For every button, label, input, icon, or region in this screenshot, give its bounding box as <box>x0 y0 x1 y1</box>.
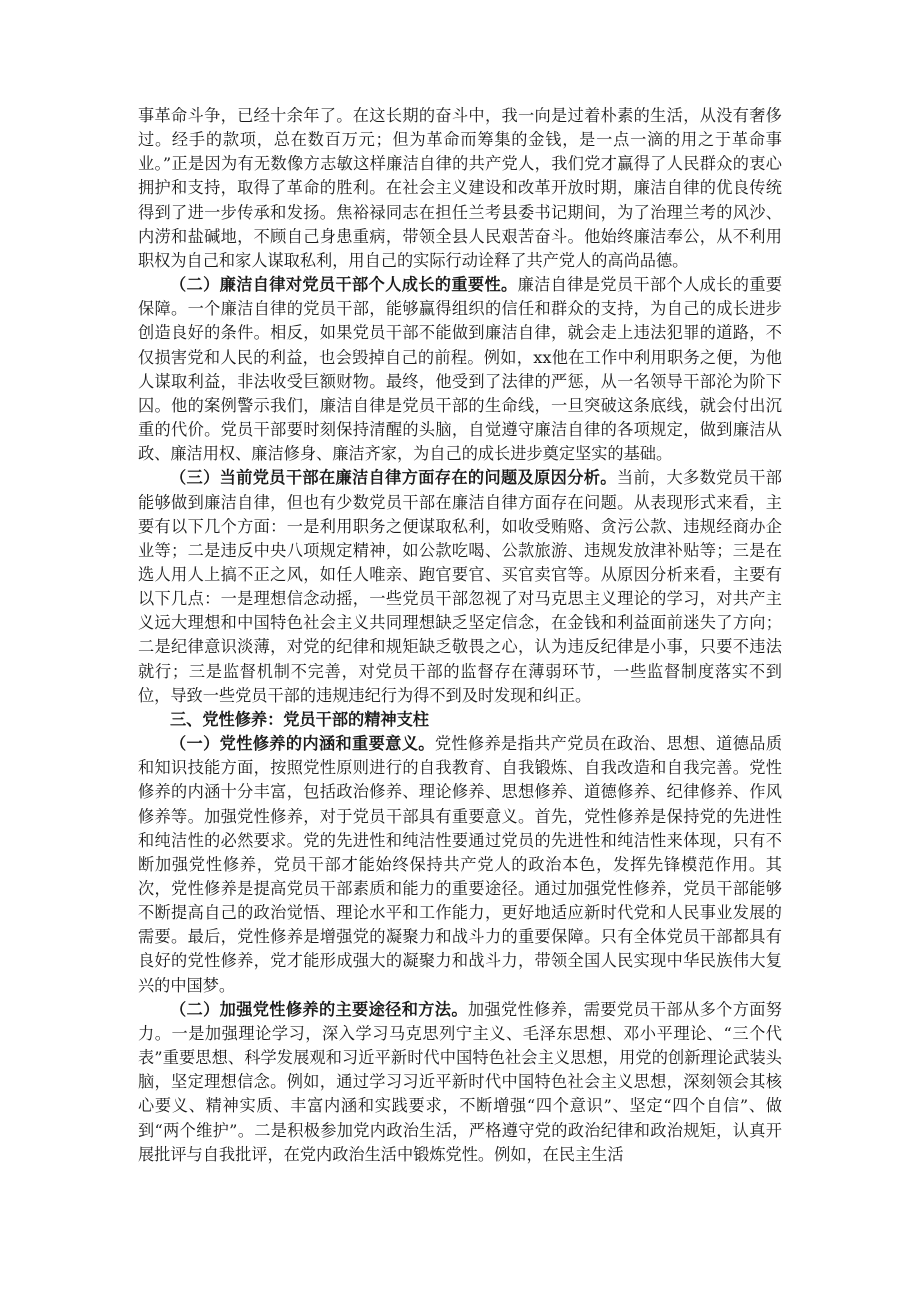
section-3-lead: （三）当前党员干部在廉洁自律方面存在的问题及原因分析。 <box>170 468 617 488</box>
section-2-lead: （二）廉洁自律对党员干部个人成长的重要性。 <box>170 275 518 295</box>
party-spirit-2-lead: （二）加强党性修养的主要途径和方法。 <box>170 999 468 1019</box>
paragraph-party-spirit-2 <box>138 998 782 1167</box>
paragraph-section-3 <box>138 466 782 708</box>
party-spirit-1-body: 党性修养是指共产党员在政治、思想、道德品质和知识技能方面，按照党性原则进行的自我教育、自我锻炼、自我改造和自我完善。党性修养的内涵十分丰富，包括政治修养、理论修养、思想修养、道德修养、纪律修养、作风修养等。加强党性修养，对于党员干部具有重要意义。首先，党性修养是保持党的先进性和纯洁性的必然要求。党的先进性和纯洁性要通过党员的先进性和纯洁性来体现，只有不断加强党性修养，党员干部才能始终保持共产党人的政治本色，发挥先锋模范作用。其次，党性修养是提高党员干部素质和能力的重要途径。通过加强党性修养，党员干部能够不断提高自己的政治觉悟、理论水平和工作能力，更好地适应新时代党和人民事业发展的需要。最后，党性修养是增强党的凝聚力和战斗力的重要保障。只有全体党员干部都具有良好的党性修养，党才能形成强大的凝聚力和战斗力，带领全国人民实现中华民族伟大复兴的中国梦。 <box>138 734 783 995</box>
party-spirit-1-lead: （一）党性修养的内涵和重要意义。 <box>170 734 435 754</box>
paragraph-party-spirit-1 <box>138 732 782 998</box>
chapter-heading-3: 三、党性修养：党员干部的精神支柱 <box>170 709 429 729</box>
document-page <box>138 104 782 1167</box>
section-3-body: 当前，大多数党员干部能够做到廉洁自律，但也有少数党员干部在廉洁自律方面存在问题。从表现形式来看，主要有以下几个方面：一是利用职务之便谋取私利，如收受贿赂、贪污公款、违规经商办企业等；二是违反中央八项规定精神，如公款吃喝、公款旅游、违规发放津补贴等；三是在选人用人上搞不正之风，如任人唯亲、跑官要官、买官卖官等。从原因分析来看，主要有以下几点：一是理想信念动摇，一些党员干部忽视了对马克思主义理论的学习，对共产主义远大理想和中国特色社会主义共同理想缺乏坚定信念，在金钱和利益面前迷失了方向；二是纪律意识淡薄，对党的纪律和规矩缺乏敬畏之心，认为违反纪律是小事，只要不违法就行；三是监督机制不完善，对党员干部的监督存在薄弱环节，一些监督制度落实不到位，导致一些党员干部的违规违纪行为得不到及时发现和纠正。 <box>138 468 782 705</box>
paragraph-continuation: 事革命斗争，已经十余年了。在这长期的奋斗中，我一向是过着朴素的生活，从没有奢侈过。经手的款项，总在数百万元；但为革命而筹集的金钱，是一点一滴的用之于革命事业。”正是因为有无数像方志敏这样廉洁自律的共产党人，我们党才赢得了人民群众的衷心拥护和支持，取得了革命的胜利。在社会主义建设和改革开放时期，廉洁自律的优良传统得到了进一步传承和发扬。焦裕禄同志在担任兰考县委书记期间，为了治理兰考的风沙、内涝和盐碱地，不顾自己身患重病，带领全县人民艰苦奋斗。他始终廉洁奉公，从不利用职权为自己和家人谋取私利，用自己的实际行动诠释了共产党人的高尚品德。 <box>138 106 782 270</box>
paragraph-section-2 <box>138 273 782 466</box>
section-2-body: 廉洁自律是党员干部个人成长的重要保障。一个廉洁自律的党员干部，能够赢得组织的信任和群众的支持，为自己的成长进步创造良好的条件。相反，如果党员干部不能做到廉洁自律，就会走上违法犯罪的道路，不仅损害党和人民的利益，也会毁掉自己的前程。例如，xx他在工作中利用职务之便，为他人谋取利益，非法收受巨额财物。最终，他受到了法律的严惩，从一名领导干部沦为阶下囚。他的案例警示我们，廉洁自律是党员干部的生命线，一旦突破这条底线，就会付出沉重的代价。党员干部要时刻保持清醒的头脑，自觉遵守廉洁自律的各项规定，做到廉洁从政、廉洁用权、廉洁修身、廉洁齐家，为自己的成长进步奠定坚实的基础。 <box>138 275 783 464</box>
party-spirit-2-body: 加强党性修养，需要党员干部从多个方面努力。一是加强理论学习，深入学习马克思列宁主义、毛泽东思想、邓小平理论、“三个代表”重要思想、科学发展观和习近平新时代中国特色社会主义思想，用党的创新理论武装头脑，坚定理想信念。例如，通过学习习近平新时代中国特色社会主义思想，深刻领会其核心要义、精神实质、丰富内涵和实践要求，不断增强“四个意识”、坚定“四个自信”、做到“两个维护”。二是积极参加党内政治生活，严格遵守党的政治纪律和政治规矩，认真开展批评与自我批评，在党内政治生活中锻炼党性。例如，在民主生活 <box>138 999 782 1164</box>
